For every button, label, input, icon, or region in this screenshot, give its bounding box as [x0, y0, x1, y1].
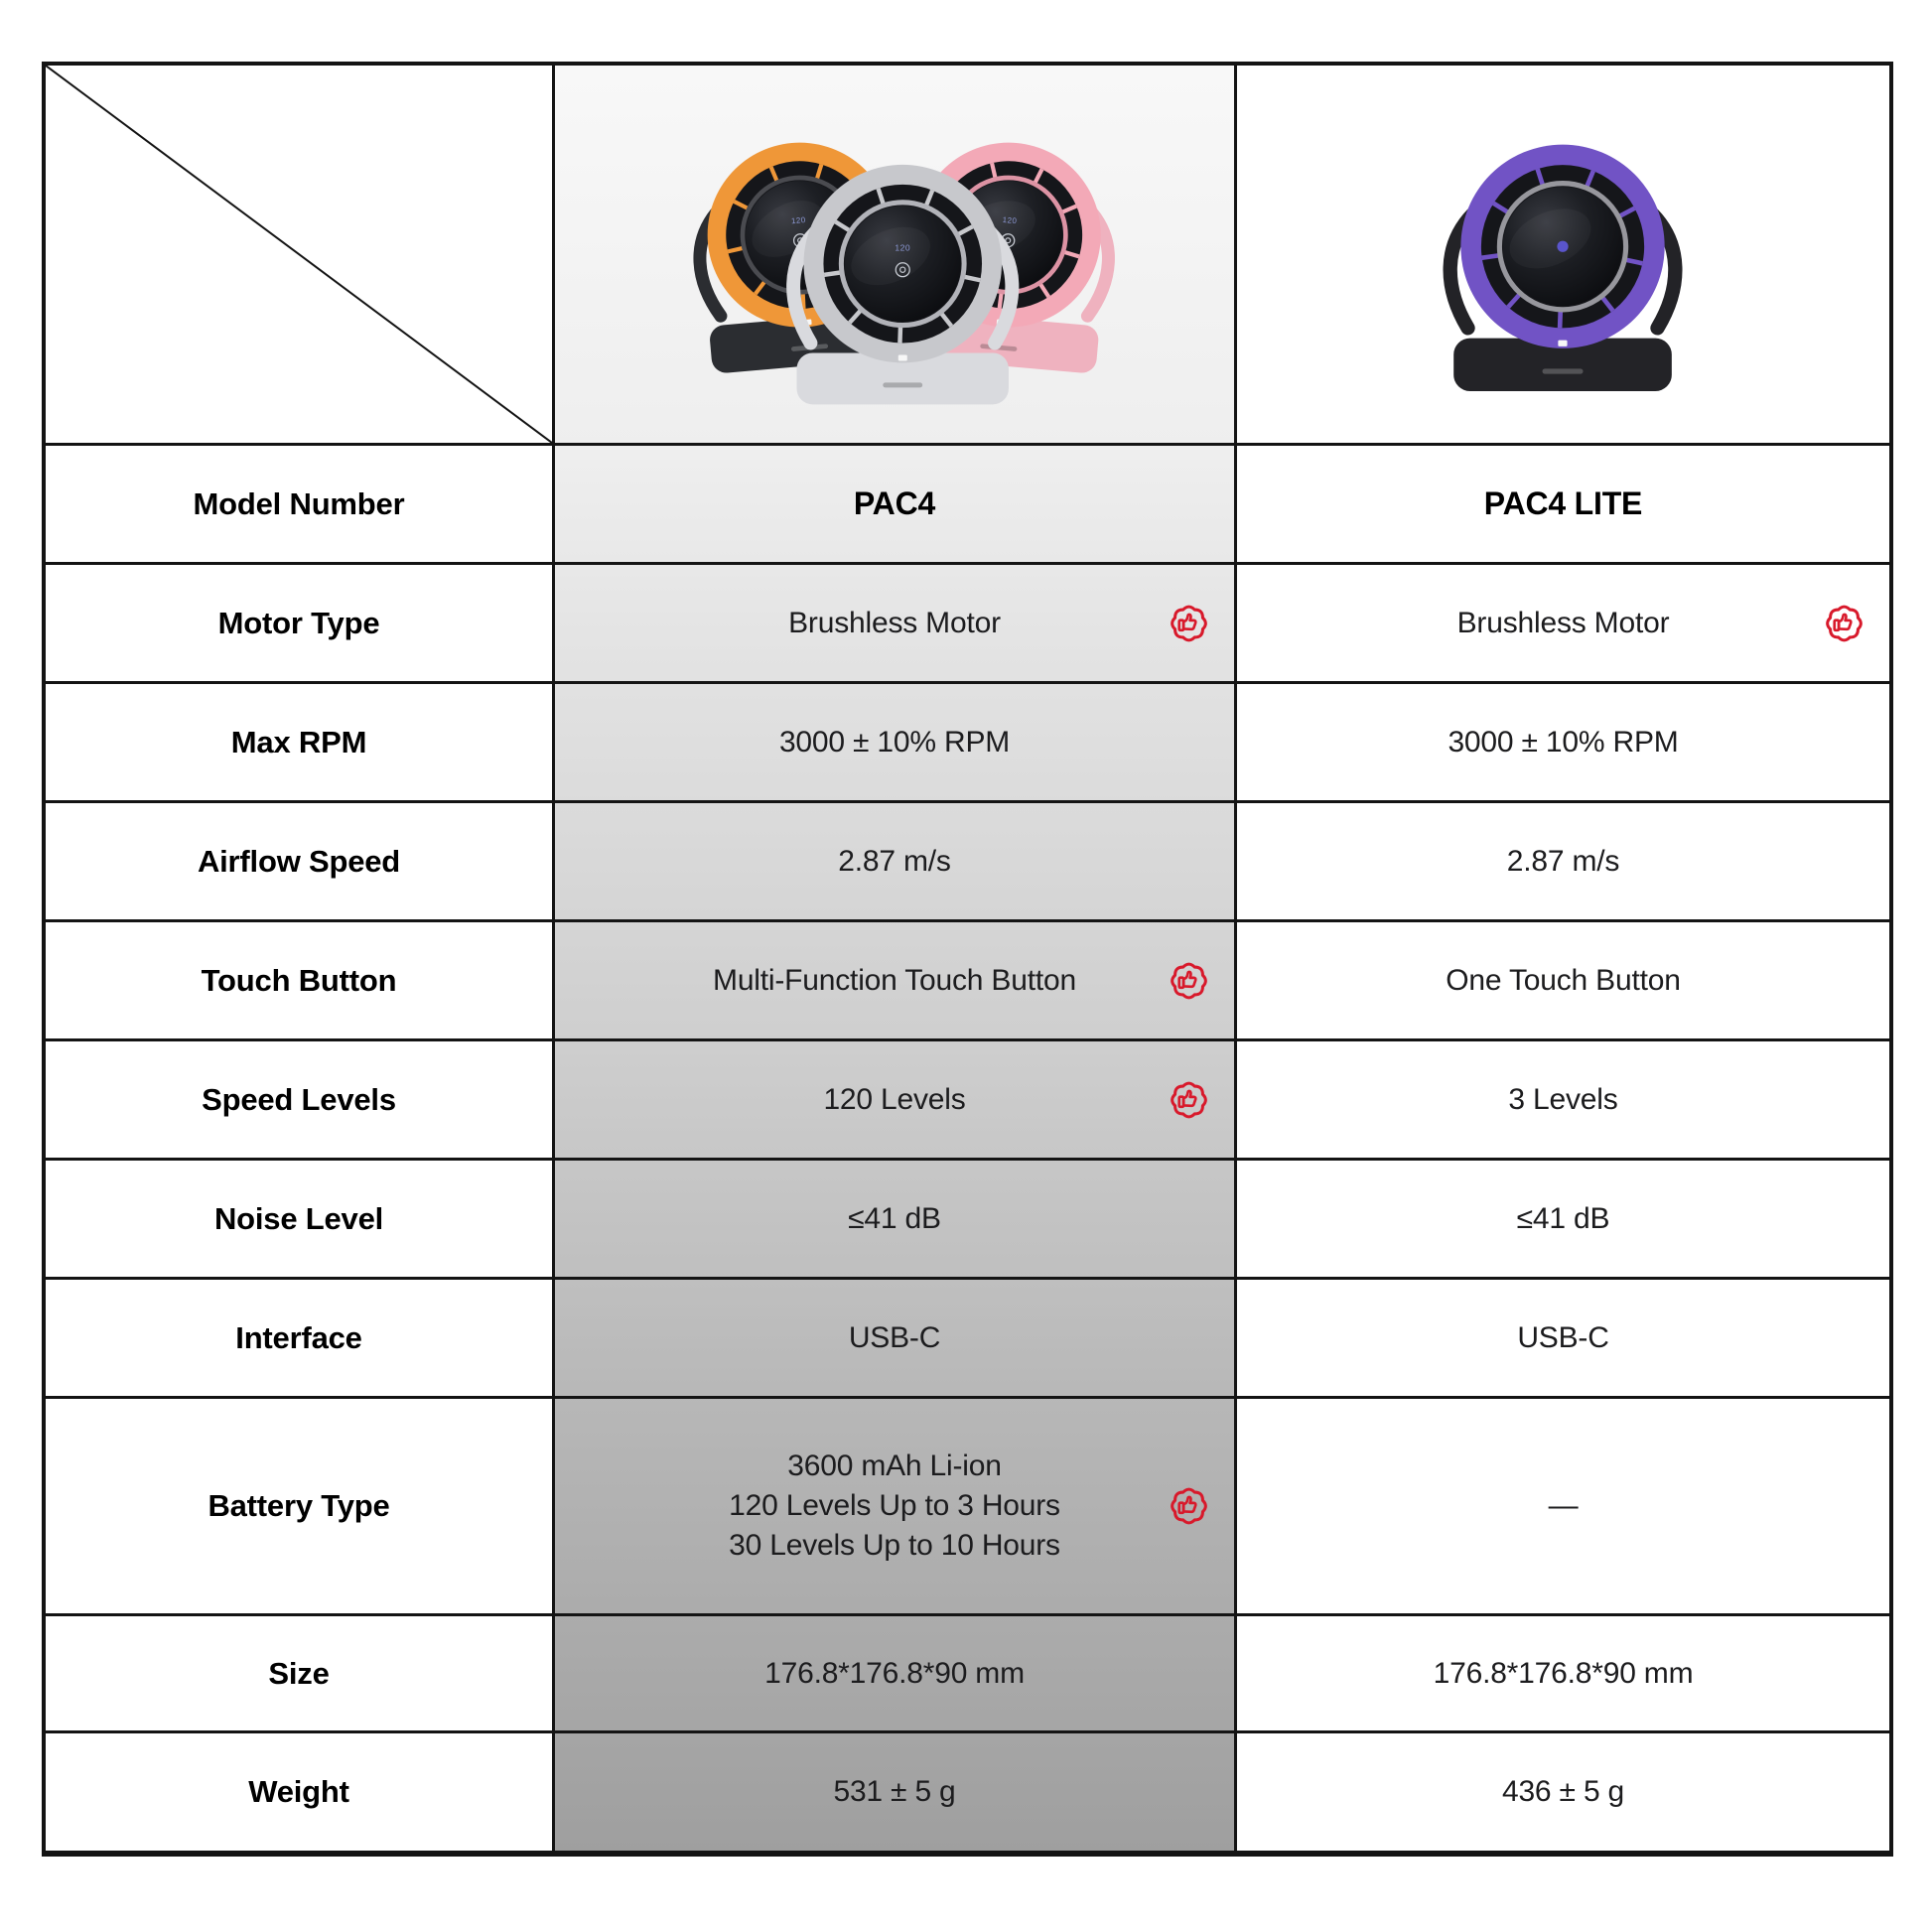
spec-value-text: 3000 ± 10% RPM	[778, 725, 1011, 759]
spec-value-text: —	[1548, 1489, 1579, 1522]
spec-value-text: 3 Levels	[1508, 1082, 1618, 1116]
spec-label-weight	[46, 1733, 555, 1851]
spec-value-lite-max-rpm	[1237, 684, 1889, 803]
spec-value-pac4-max-rpm	[555, 684, 1237, 803]
spec-label-text: Model Number	[193, 485, 405, 521]
spec-value-text: PAC4	[853, 485, 936, 521]
spec-value-pac4-interface	[555, 1280, 1237, 1399]
thumbs-up-badge-icon	[1166, 957, 1212, 1004]
spec-value-pac4-weight	[555, 1733, 1237, 1851]
spec-value-lite-battery-type	[1237, 1399, 1889, 1616]
spec-value-lite-interface	[1237, 1280, 1889, 1399]
spec-value-text: Brushless Motor	[1456, 606, 1670, 639]
spec-value-text: One Touch Button	[1446, 963, 1681, 997]
thumbs-up-badge-icon	[1166, 1483, 1212, 1530]
spec-value-text: 2.87 m/s	[838, 844, 951, 878]
spec-value-text: 176.8*176.8*90 mm	[1433, 1656, 1694, 1690]
spec-value-text: USB-C	[848, 1320, 941, 1354]
brand-logo-mark	[883, 382, 922, 387]
fan-speed-display: 120	[1002, 214, 1018, 226]
spec-label-text: Size	[268, 1655, 330, 1691]
comparison-sheet	[42, 62, 1893, 1857]
spec-value-text: 120 Levels	[823, 1082, 966, 1116]
spec-label-max-rpm	[46, 684, 555, 803]
spec-label-noise-level	[46, 1161, 555, 1280]
spec-value-lite-size	[1237, 1616, 1889, 1733]
spec-label-model-number	[46, 446, 555, 565]
pac4-lite-fan-illustration	[1237, 71, 1889, 437]
spec-value-text: USB-C	[1517, 1320, 1609, 1354]
spec-value-text: Multi-Function Touch Button	[713, 963, 1076, 997]
spec-value-text: 436 ± 5 g	[1501, 1775, 1625, 1808]
brand-logo-mark	[1542, 368, 1583, 373]
spec-label-text: Motor Type	[217, 605, 380, 640]
spec-value-text: 3000 ± 10% RPM	[1448, 725, 1679, 759]
spec-value-lite-touch-button	[1237, 922, 1889, 1041]
fan-speed-display: 120	[790, 214, 807, 226]
pac4-product-photo	[555, 66, 1237, 446]
spec-label-touch-button	[46, 922, 555, 1041]
spec-value-pac4-battery-type	[555, 1399, 1237, 1616]
spec-value-lite-model-number	[1237, 446, 1889, 565]
spec-label-motor-type	[46, 565, 555, 684]
spec-value-lite-noise-level	[1237, 1161, 1889, 1280]
fan-center-button	[1557, 241, 1568, 252]
spec-value-text: ≤41 dB	[848, 1201, 941, 1235]
thumbs-up-badge-icon	[1821, 600, 1867, 646]
spec-value-text: ≤41 dB	[1516, 1201, 1610, 1235]
fan-speed-display: 120	[895, 242, 911, 253]
spec-label-text: Weight	[248, 1774, 349, 1809]
spec-label-text: Airflow Speed	[197, 843, 401, 879]
spec-value-pac4-motor-type	[555, 565, 1237, 684]
spec-label-text: Max RPM	[230, 724, 367, 759]
spec-label-text: Noise Level	[213, 1200, 384, 1236]
spec-value-text: Brushless Motor	[788, 606, 1001, 639]
spec-value-lite-speed-levels	[1237, 1041, 1889, 1161]
spec-label-speed-levels	[46, 1041, 555, 1161]
spec-value-text: PAC4 LITE	[1483, 485, 1643, 521]
pac4-lite-product-photo	[1237, 66, 1889, 446]
spec-value-lines	[729, 1447, 1060, 1566]
spec-value-text: 531 ± 5 g	[833, 1775, 956, 1808]
spec-value-lite-airflow-speed	[1237, 803, 1889, 922]
spec-value-text: 2.87 m/s	[1506, 844, 1620, 878]
pac4-fans-illustration	[555, 71, 1234, 437]
spec-value-text: 176.8*176.8*90 mm	[764, 1656, 1025, 1690]
spec-value-line: 30 Levels Up to 10 Hours	[729, 1529, 1060, 1562]
corner-cell	[46, 66, 555, 446]
spec-label-text: Speed Levels	[202, 1081, 396, 1117]
spec-value-line: 3600 mAh Li-ion	[787, 1449, 1002, 1482]
thumbs-up-badge-icon	[1166, 1076, 1212, 1123]
thumbs-up-badge-icon	[1166, 600, 1212, 646]
spec-value-pac4-model-number	[555, 446, 1237, 565]
spec-value-pac4-speed-levels	[555, 1041, 1237, 1161]
spec-label-battery-type	[46, 1399, 555, 1616]
spec-table	[42, 62, 1893, 1857]
spec-label-text: Touch Button	[201, 962, 397, 998]
spec-label-text: Battery Type	[207, 1488, 390, 1523]
spec-value-lite-motor-type	[1237, 565, 1889, 684]
spec-value-pac4-size	[555, 1616, 1237, 1733]
spec-value-lite-weight	[1237, 1733, 1889, 1851]
spec-value-pac4-touch-button	[555, 922, 1237, 1041]
diagonal-divider	[46, 66, 552, 443]
spec-value-pac4-airflow-speed	[555, 803, 1237, 922]
spec-label-size	[46, 1616, 555, 1733]
spec-value-pac4-noise-level	[555, 1161, 1237, 1280]
spec-label-airflow-speed	[46, 803, 555, 922]
spec-label-text: Interface	[235, 1319, 362, 1355]
spec-label-interface	[46, 1280, 555, 1399]
spec-value-line: 120 Levels Up to 3 Hours	[729, 1489, 1060, 1522]
